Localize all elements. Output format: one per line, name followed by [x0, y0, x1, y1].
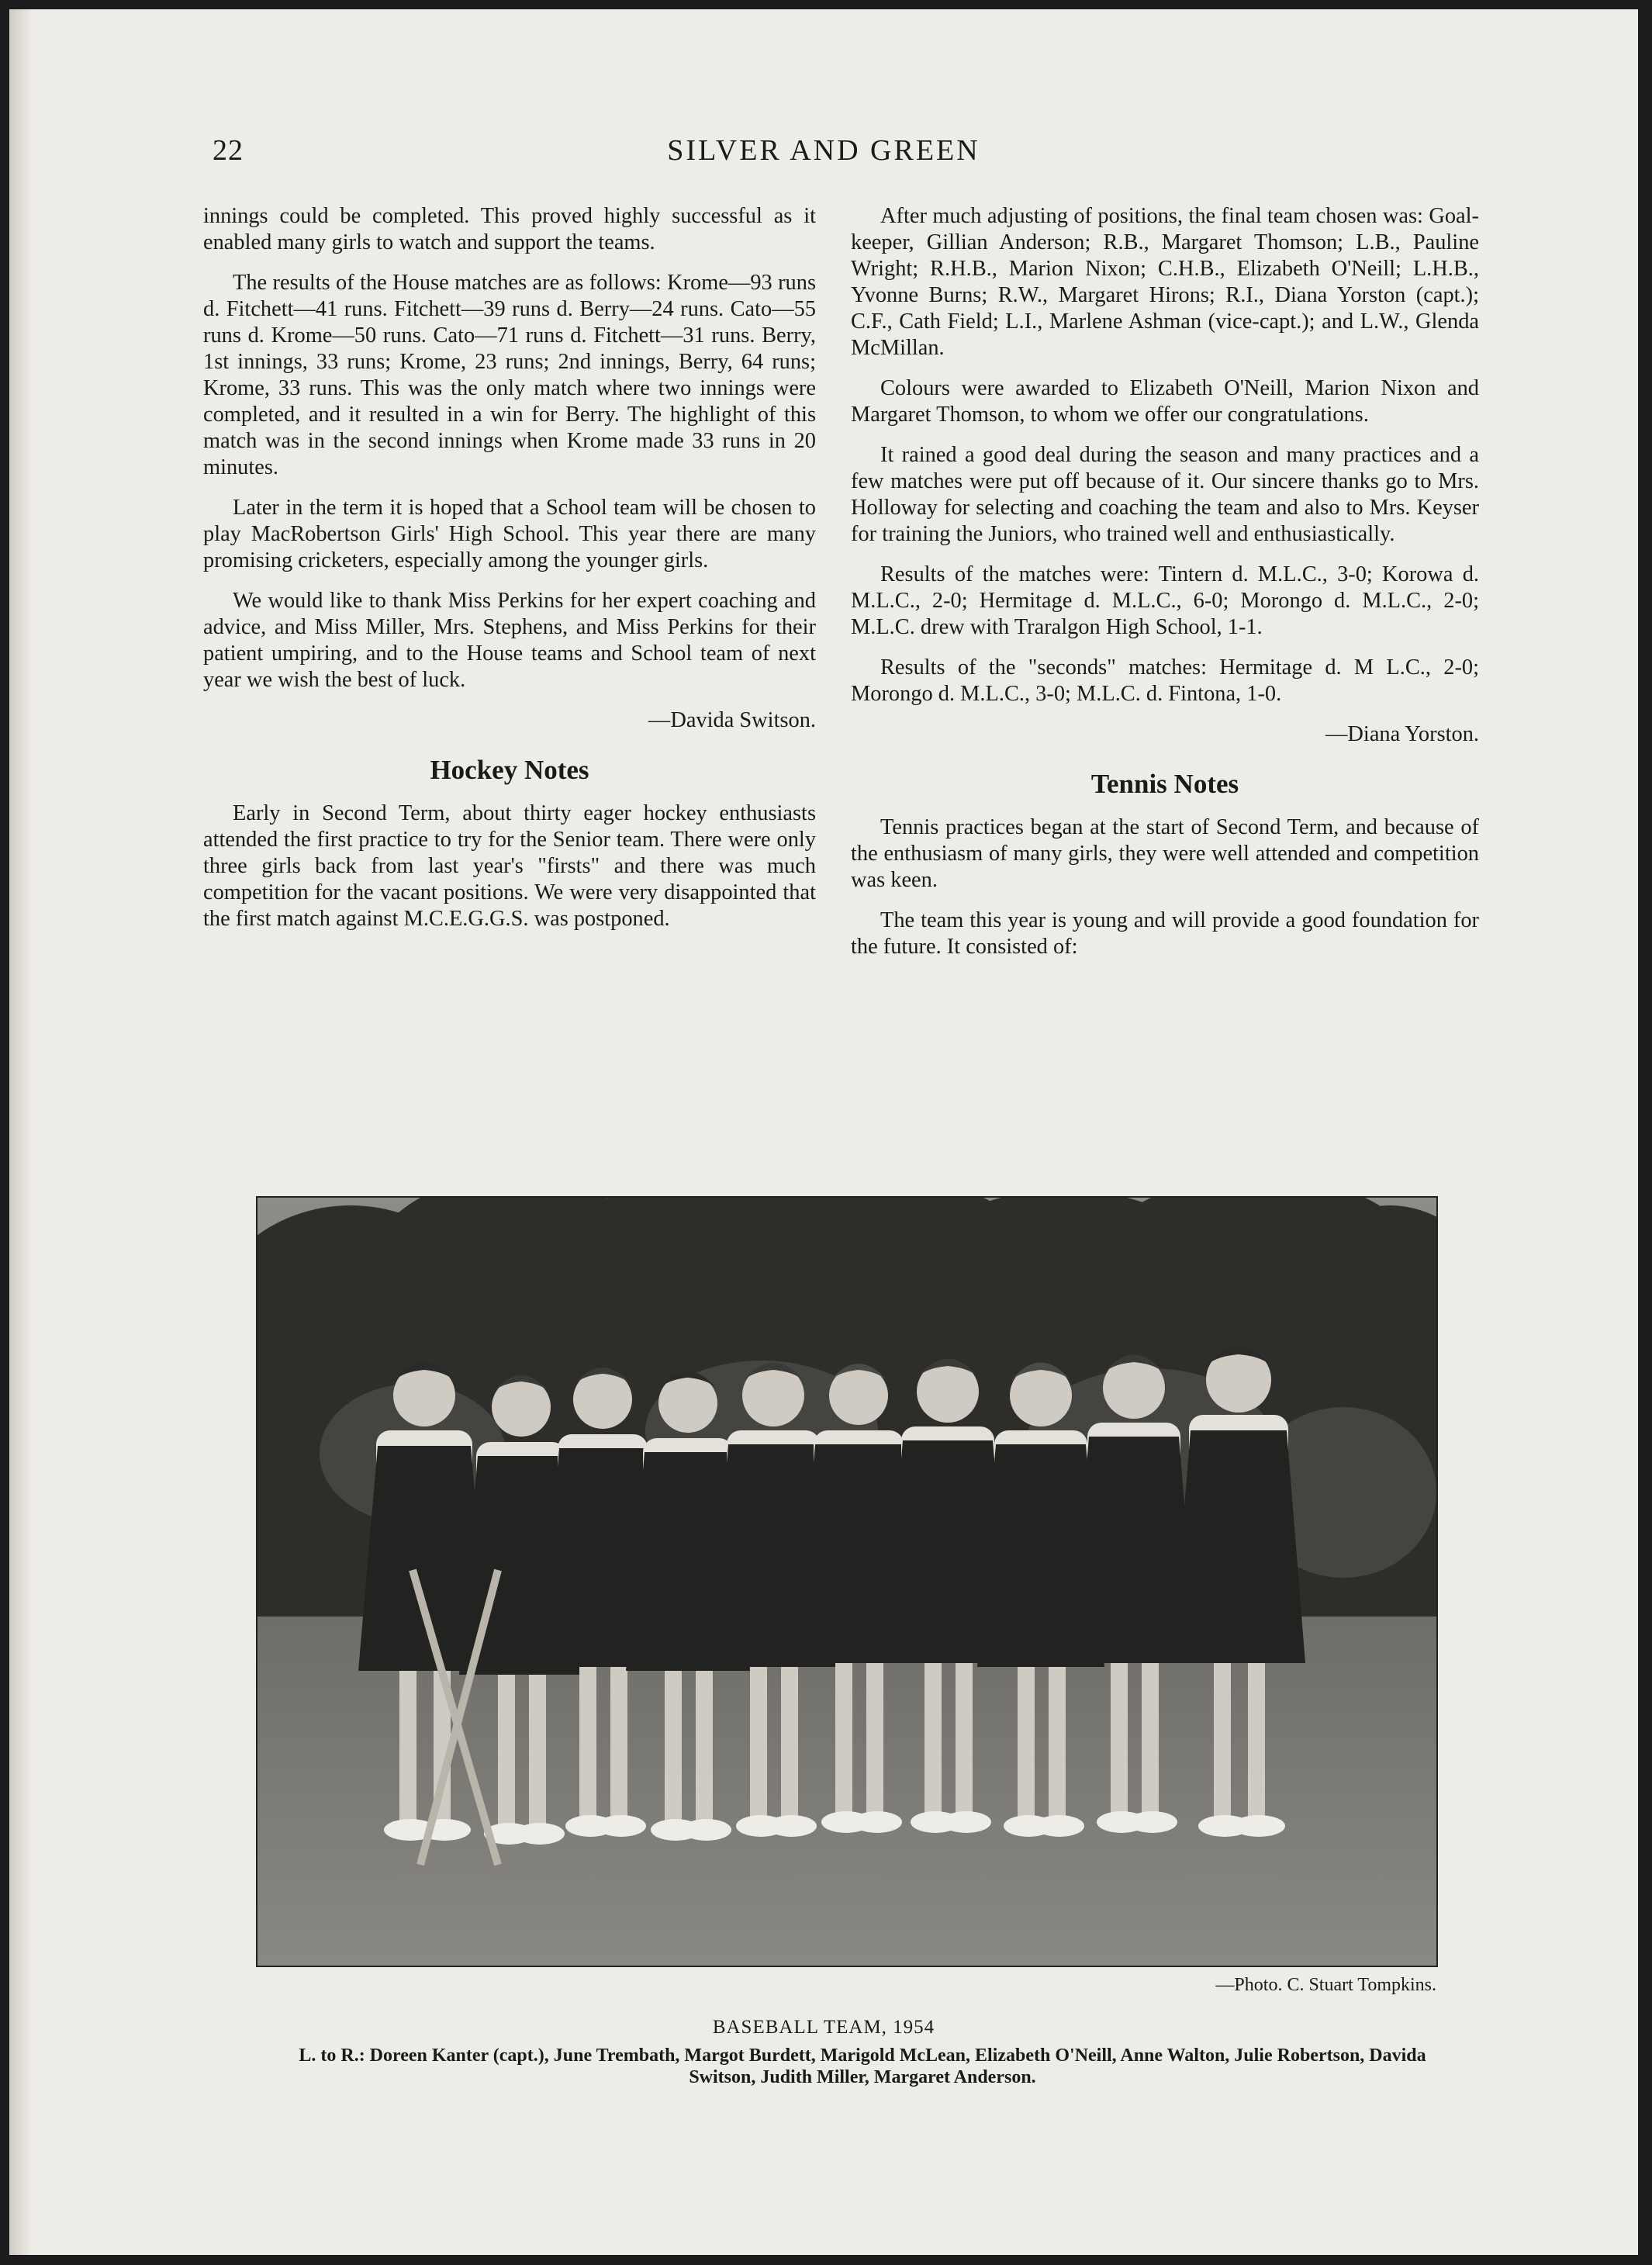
hockey-paragraph-5: Results of the matches were: Tintern d. M.L.C., 3-0; Korowa d. M.L.C., 2-0; Hermitage d. M.L.C., 6-0; Morongo d. M.L.C., 2-0; M.L.C. drew with Traralgon High School, 1-1.: [851, 562, 1479, 639]
tennis-heading: Tennis Notes: [1090, 769, 1239, 799]
cricket-paragraph-1: innings could be completed. This proved highly successful as it enabled many girls to watch and support the teams.: [203, 204, 816, 254]
hockey-paragraph-6: Results of the "seconds" matches: Hermitage d. M L.C., 2-0; Morongo d. M.L.C., 3-0; M.L.C. d. Fintona, 1-0.: [851, 655, 1479, 706]
cricket-paragraph-4: We would like to thank Miss Perkins for her expert coaching and advice, and Miss Miller, Mrs. Stephens, and Miss Perkins for their patient umpiring, and to the House teams and School team of next year we wish the best of luck.: [203, 589, 816, 692]
cricket-paragraph-3: Later in the term it is hoped that a School team will be chosen to play MacRobertson Girls' High School. This year there are many promising cricketers, especially among the younger girls.: [203, 496, 816, 572]
page-number: 22: [213, 134, 244, 167]
hockey-heading: Hockey Notes: [430, 755, 589, 785]
photo-caption-title: BASEBALL TEAM, 1954: [712, 2017, 935, 2038]
team-photo-image: [257, 1198, 1436, 1966]
cricket-paragraph-2: The results of the House matches are as follows: Krome—93 runs d. Fitchett—41 runs. Fitchett—39 runs d. Berry—24 runs. Cato—55 runs d. Krome—50 runs. Cato—71 runs d. Fitchett—31 runs. Berry, 1st innings, 33 runs; Krome, 23 runs; 2nd innings, Berry, 64 runs; Krome, 33 runs. This was the only match where two innings were completed, and it resulted in a win for Berry. The highlight of this match was in the second innings when Krome made 33 runs in 20 minutes.: [203, 271, 816, 479]
cricket-signature: —Davida Switson.: [648, 708, 816, 732]
page-binding-shadow: [9, 9, 33, 2255]
tennis-paragraph-2: The team this year is young and will provide a good foundation for the future. It consisted of:: [851, 908, 1479, 959]
tennis-paragraph-1: Tennis practices began at the start of Second Term, and because of the enthusiasm of many girls, they were well attended and competition was keen.: [851, 815, 1479, 892]
team-photograph: [256, 1196, 1438, 1967]
running-title: SILVER AND GREEN: [667, 134, 980, 167]
hockey-paragraph-2: After much adjusting of positions, the final team chosen was: Goal-keeper, Gillian Anderson; R.B., Margaret Thomson; L.B., Pauline Wright; R.H.B., Marion Nixon; C.H.B., Elizabeth O'Neill; L.H.B., Yvonne Burns; R.W., Margaret Hirons; R.I., Diana Yorston (capt.); C.F., Cath Field; L.I., Marlene Ashman (vice-capt.); and L.W., Glenda McMillan.: [851, 204, 1479, 360]
hockey-paragraph-3: Colours were awarded to Elizabeth O'Neill, Marion Nixon and Margaret Thomson, to whom we offer our congratulations.: [851, 376, 1479, 427]
right-column: [851, 203, 1479, 974]
photo-credit: —Photo. C. Stuart Tompkins.: [1215, 1975, 1436, 1995]
magazine-page: [9, 9, 1638, 2255]
left-column: [203, 203, 816, 946]
photo-caption-names: L. to R.: Doreen Kanter (capt.), June Trembath, Margot Burdett, Marigold McLean, Elizabeth O'Neill, Anne Walton, Julie Robertson, Davida Switson, Judith Miller, Margaret Anderson.: [299, 2045, 1426, 2087]
hockey-paragraph-1: Early in Second Term, about thirty eager hockey enthusiasts attended the first practice to try for the Senior team. There were only three girls back from last year's "firsts" and there was much competition for the vacant positions. We were very disappointed that the first match against M.C.E.G.G.S. was postponed.: [203, 801, 816, 931]
hockey-paragraph-4: It rained a good deal during the season and many practices and a few matches were put off because of it. Our sincere thanks go to Mrs. Holloway for selecting and coaching the team and also to Mrs. Keyser for training the Juniors, who trained well and enthusiastically.: [851, 443, 1479, 546]
hockey-signature: —Diana Yorston.: [1325, 722, 1479, 746]
page-header: [9, 133, 1638, 180]
